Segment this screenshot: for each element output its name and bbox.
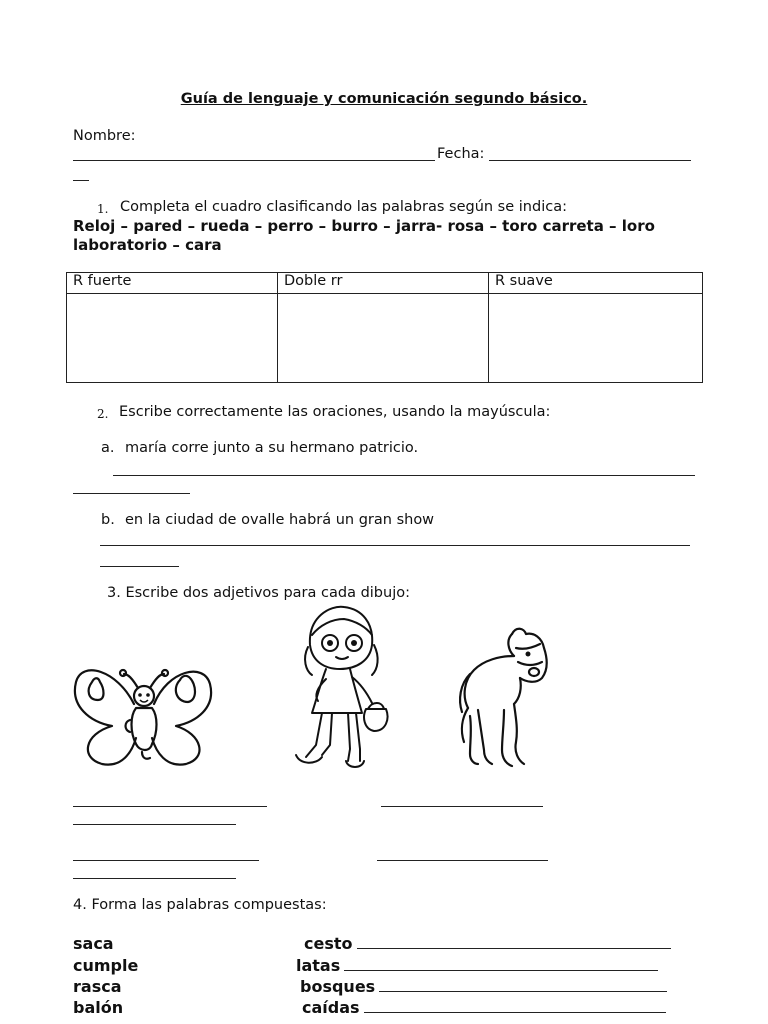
header-doble-rr: Doble rr <box>278 273 489 294</box>
answer-cell-r-suave[interactable] <box>489 294 703 383</box>
date-line[interactable] <box>489 160 691 161</box>
compound-right-word <box>296 956 658 975</box>
q1-words-line1: Reloj – pared – rueda – perro – burro – jarra- rosa – toro carreta – loro <box>73 217 655 235</box>
q1-instruction: Completa el cuadro clasificando las palabras según se indica: <box>120 199 567 215</box>
compound-right-word <box>300 977 667 996</box>
header-r-fuerte: R fuerte <box>67 273 278 294</box>
q2-item-a-answer-line[interactable] <box>113 475 695 476</box>
answer-cell-r-fuerte[interactable] <box>67 294 278 383</box>
adjective-line-3[interactable] <box>73 824 236 825</box>
compound-left-word: saca <box>73 934 114 953</box>
q2-instruction: Escribe correctamente las oraciones, usando la mayúscula: <box>119 404 551 420</box>
compound-right-word <box>302 998 666 1017</box>
q2-item-a-sentence: maría corre junto a su hermano patricio. <box>125 440 419 456</box>
q2-item-a-letter: a. <box>101 440 115 456</box>
page-title: Guía de lenguaje y comunicación segundo básico. <box>180 91 588 107</box>
answer-cell-doble-rr[interactable] <box>278 294 489 383</box>
compound-left-word: balón <box>73 998 124 1017</box>
classification-table <box>66 272 703 383</box>
compound-right-word <box>304 934 671 953</box>
adjective-line-1[interactable] <box>73 806 267 807</box>
table-header-row <box>67 273 703 294</box>
adjective-line-4[interactable] <box>73 860 259 861</box>
q2-item-a-answer-line-continued[interactable] <box>73 493 190 494</box>
compound-answer-line[interactable] <box>379 979 667 992</box>
adjective-line-2[interactable] <box>381 806 543 807</box>
compound-answer-line[interactable] <box>357 936 671 949</box>
table-answer-row <box>67 294 703 383</box>
name-label: Nombre: <box>73 128 136 144</box>
date-line-continued <box>73 180 89 181</box>
compound-answer-line[interactable] <box>344 958 658 971</box>
girl-drawing <box>292 605 398 770</box>
q2-item-b-letter: b. <box>101 512 115 528</box>
compound-left-word: rasca <box>73 977 122 996</box>
q1-number: 1. <box>97 202 109 216</box>
header-r-suave: R suave <box>489 273 703 294</box>
q2-item-b-answer-line-continued[interactable] <box>100 566 179 567</box>
butterfly-drawing <box>72 660 216 772</box>
compound-right-word-text: latas <box>296 956 341 975</box>
date-label: Fecha: <box>437 146 485 162</box>
q2-item-b-answer-line[interactable] <box>100 545 690 546</box>
name-line[interactable] <box>73 160 435 161</box>
horse-drawing <box>456 626 554 771</box>
adjective-line-5[interactable] <box>377 860 548 861</box>
compound-right-word-text: caídas <box>302 998 360 1017</box>
q4-instruction: 4. Forma las palabras compuestas: <box>73 897 327 913</box>
compound-right-word-text: bosques <box>300 977 376 996</box>
q2-number: 2. <box>97 407 109 421</box>
q1-words-line2: laboratorio – cara <box>73 236 222 254</box>
adjective-line-6[interactable] <box>73 878 236 879</box>
compound-left-word: cumple <box>73 956 139 975</box>
compound-right-word-text: cesto <box>304 934 353 953</box>
q3-instruction: 3. Escribe dos adjetivos para cada dibujo: <box>107 585 410 601</box>
q2-item-b-sentence: en la ciudad de ovalle habrá un gran show <box>125 512 435 528</box>
compound-answer-line[interactable] <box>364 1000 666 1013</box>
